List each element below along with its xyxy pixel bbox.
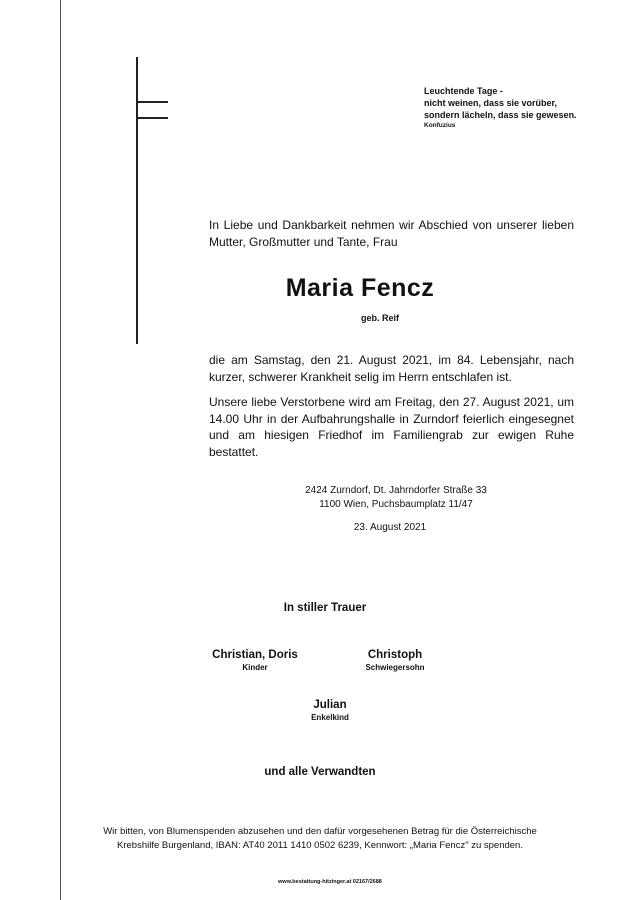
- quote-line: sondern lächeln, dass sie gewesen.: [424, 110, 577, 120]
- mourner-name: Christoph: [367, 649, 423, 661]
- mourner-relation: Enkelkind: [311, 713, 349, 722]
- mourner-entry: [195, 648, 315, 673]
- quote-line: nicht weinen, dass sie vorüber,: [424, 98, 558, 108]
- quote-block: [424, 85, 624, 131]
- quote-line: Leuchtende Tage -: [424, 86, 503, 96]
- relatives-line: und alle Verwandten: [264, 766, 376, 778]
- quote-author: Konfuzius: [424, 122, 456, 129]
- donation-request: [60, 825, 580, 853]
- address-line: 2424 Zurndorf, Dt. Jahrndorfer Straße 33: [305, 485, 487, 496]
- mourner-entry: [270, 698, 390, 723]
- mourner-relation: Kinder: [242, 663, 268, 672]
- death-notice: die am Samstag, den 21. August 2021, im 84. Lebensjahr, nach kurzer, schwerer Krankheit selig im Herrn entschlafen ist.: [209, 353, 574, 384]
- family-addresses: [266, 484, 526, 512]
- deceased-name: Maria Fencz: [285, 274, 435, 302]
- cross-arm-lower: [136, 117, 168, 119]
- fold-line: [60, 0, 61, 900]
- mourning-label: In stiller Trauer: [283, 602, 367, 614]
- cross-arm-upper: [136, 101, 168, 103]
- address-line: 1100 Wien, Puchsbaumplatz 11/47: [319, 499, 473, 510]
- mourner-name: Christian, Doris: [212, 649, 298, 661]
- donation-line: Wir bitten, von Blumenspenden abzusehen und den dafür vorgesehenen Betrag für die Österreichische: [103, 826, 537, 837]
- mourner-relation: Schwiegersohn: [365, 663, 425, 672]
- birth-name: geb. Reif: [360, 313, 399, 323]
- funeral-notice: Unsere liebe Verstorbene wird am Freitag, den 27. August 2021, um 14.00 Uhr in der Aufbahrungshalle in Zurndorf feierlich eingesegnet und am hiesigen Friedhof im Familiengrab zur ewigen Ruhe bestattet.: [209, 395, 574, 459]
- mourner-name: Julian: [313, 699, 347, 711]
- intro-text: In Liebe und Dankbarkeit nehmen wir Abschied von unserer lieben Mutter, Großmutter und Tante, Frau: [209, 218, 574, 249]
- mourner-entry: [335, 648, 455, 673]
- notice-date: 23. August 2021: [353, 522, 427, 533]
- funeral-home-footer: www.bestattung-hitzinger.at 02167/2688: [278, 879, 382, 885]
- donation-line: Krebshilfe Burgenland, IBAN: AT40 2011 1410 0502 6239, Kennwort: „Maria Fencz" zu spenden.: [117, 840, 523, 851]
